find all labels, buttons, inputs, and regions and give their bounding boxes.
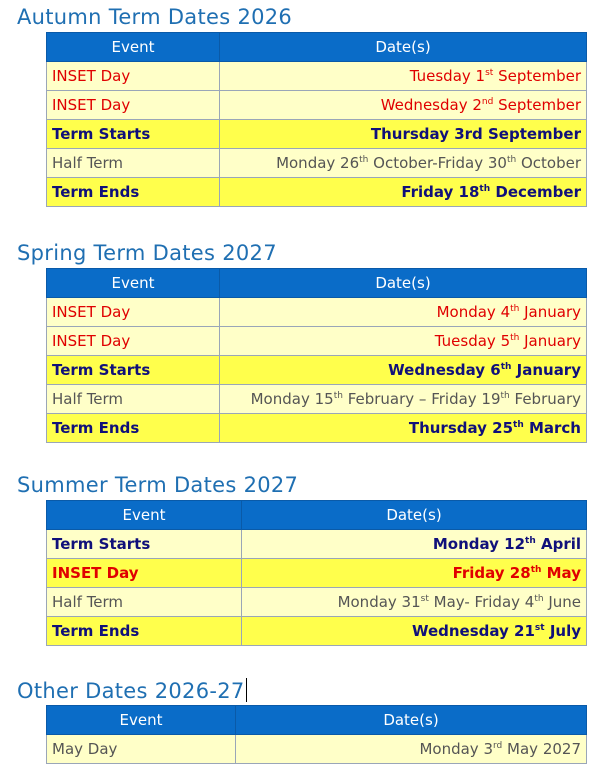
summer-title: Summer Term Dates 2027 <box>17 473 299 497</box>
table-row <box>47 385 587 414</box>
event-cell: INSET Day <box>47 298 220 327</box>
table-row <box>47 62 587 91</box>
date-cell: Wednesday 6th January <box>220 356 587 385</box>
table-header-row <box>47 269 587 298</box>
date-cell: Monday 15th February – Friday 19th February <box>220 385 587 414</box>
event-cell: Term Ends <box>47 178 220 207</box>
event-cell: May Day <box>47 735 236 764</box>
table-row <box>47 327 587 356</box>
table-header-row <box>47 33 587 62</box>
event-cell: INSET Day <box>47 327 220 356</box>
summer-table <box>46 500 587 646</box>
table-header-row <box>47 706 587 735</box>
table-row <box>47 530 587 559</box>
date-cell: Tuesday 5th January <box>220 327 587 356</box>
dates-column-header: Date(s) <box>220 33 587 62</box>
other-table <box>46 705 587 764</box>
date-cell: Monday 12th April <box>242 530 587 559</box>
event-cell: Term Starts <box>47 356 220 385</box>
event-column-header: Event <box>47 501 242 530</box>
event-column-header: Event <box>47 706 236 735</box>
date-cell: Wednesday 21st July <box>242 617 587 646</box>
date-cell: Thursday 3rd September <box>220 120 587 149</box>
event-cell: Term Ends <box>47 617 242 646</box>
table-row <box>47 735 587 764</box>
date-cell: Thursday 25th March <box>220 414 587 443</box>
event-cell: Half Term <box>47 588 242 617</box>
event-cell: Term Starts <box>47 120 220 149</box>
date-cell: Wednesday 2nd September <box>220 91 587 120</box>
event-cell: Term Ends <box>47 414 220 443</box>
date-cell: Friday 18th December <box>220 178 587 207</box>
event-cell: Half Term <box>47 149 220 178</box>
table-row <box>47 588 587 617</box>
event-column-header: Event <box>47 33 220 62</box>
date-cell: Friday 28th May <box>242 559 587 588</box>
spring-title: Spring Term Dates 2027 <box>17 241 277 265</box>
table-row <box>47 559 587 588</box>
event-column-header: Event <box>47 269 220 298</box>
autumn-table <box>46 32 587 207</box>
event-cell: Half Term <box>47 385 220 414</box>
table-row <box>47 414 587 443</box>
date-cell: Monday 4th January <box>220 298 587 327</box>
event-cell: Term Starts <box>47 530 242 559</box>
dates-column-header: Date(s) <box>242 501 587 530</box>
table-row <box>47 178 587 207</box>
other-title[interactable] <box>17 678 247 703</box>
other-title-text: Other Dates 2026-27 <box>17 679 245 703</box>
table-row <box>47 149 587 178</box>
date-cell: Monday 31st May- Friday 4th June <box>242 588 587 617</box>
dates-column-header: Date(s) <box>236 706 587 735</box>
table-row <box>47 91 587 120</box>
table-header-row <box>47 501 587 530</box>
text-cursor <box>246 678 247 702</box>
event-cell: INSET Day <box>47 559 242 588</box>
table-row <box>47 617 587 646</box>
dates-column-header: Date(s) <box>220 269 587 298</box>
event-cell: INSET Day <box>47 62 220 91</box>
table-row <box>47 298 587 327</box>
autumn-title: Autumn Term Dates 2026 <box>17 5 293 29</box>
date-cell: Monday 26th October-Friday 30th October <box>220 149 587 178</box>
date-cell: Monday 3rd May 2027 <box>236 735 587 764</box>
table-row <box>47 120 587 149</box>
date-cell: Tuesday 1st September <box>220 62 587 91</box>
event-cell: INSET Day <box>47 91 220 120</box>
spring-table <box>46 268 587 443</box>
table-row <box>47 356 587 385</box>
